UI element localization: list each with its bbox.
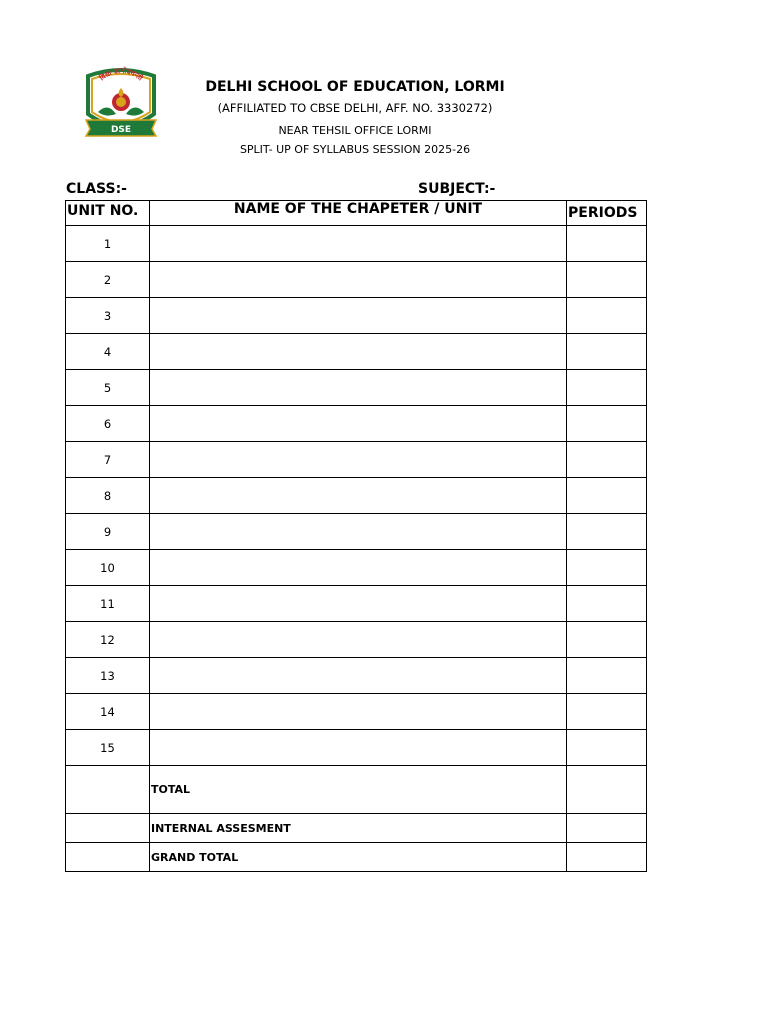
periods-cell[interactable] [567,406,647,442]
table-row [66,622,647,658]
periods-cell[interactable] [567,370,647,406]
table-row [66,550,647,586]
table-row [66,334,647,370]
internal-assessment-row-label: INTERNAL ASSESMENT [150,814,567,843]
periods-cell[interactable] [567,694,647,730]
periods-cell[interactable] [567,514,647,550]
chapter-name-cell[interactable] [150,658,567,694]
table-row [66,226,647,262]
unit-number-cell: 9 [66,514,150,550]
session-line: SPLIT- UP OF SYLLABUS SESSION 2025-26 [239,143,471,156]
chapter-name-cell[interactable] [150,334,567,370]
periods-cell[interactable] [567,262,647,298]
header-chapter-name: NAME OF THE CHAPETER / UNIT [150,201,567,226]
periods-cell[interactable] [567,442,647,478]
internal-assessment-row-periods-cell[interactable] [567,814,647,843]
table-row [66,406,647,442]
class-label: CLASS:- [66,181,127,197]
header-periods: PERIODS [567,201,647,226]
unit-number-cell: 11 [66,586,150,622]
chapter-name-cell[interactable] [150,550,567,586]
chapter-name-cell[interactable] [150,226,567,262]
syllabus-table [65,200,647,872]
chapter-name-cell[interactable] [150,262,567,298]
unit-number-cell: 12 [66,622,150,658]
logo-banner-text: DSE [110,125,132,135]
table-header-row [66,201,647,226]
periods-cell[interactable] [567,586,647,622]
periods-cell[interactable] [567,334,647,370]
school-name: DELHI SCHOOL OF EDUCATION, LORMI [205,79,505,95]
total-row-label: TOTAL [150,766,567,814]
table-row [66,478,647,514]
periods-cell[interactable] [567,658,647,694]
table-row [66,442,647,478]
logo-motto: विद्या ज्ञानोदयन्ती [98,66,144,83]
blank-unit-cell [66,843,150,872]
header-unit-no: UNIT NO. [66,201,150,226]
chapter-name-cell[interactable] [150,694,567,730]
unit-number-cell: 1 [66,226,150,262]
chapter-name-cell[interactable] [150,730,567,766]
table-row [66,730,647,766]
affiliation-line: (AFFILIATED TO CBSE DELHI, AFF. NO. 3330272) [217,101,493,115]
table-row [66,658,647,694]
chapter-name-cell[interactable] [150,442,567,478]
unit-number-cell: 10 [66,550,150,586]
table-row [66,370,647,406]
unit-number-cell: 8 [66,478,150,514]
periods-cell[interactable] [567,550,647,586]
table-row [66,298,647,334]
unit-number-cell: 6 [66,406,150,442]
chapter-name-cell[interactable] [150,478,567,514]
periods-cell[interactable] [567,730,647,766]
unit-number-cell: 3 [66,298,150,334]
chapter-name-cell[interactable] [150,406,567,442]
unit-number-cell: 5 [66,370,150,406]
total-row-periods-cell[interactable] [567,766,647,814]
total-row [66,766,647,814]
unit-number-cell: 4 [66,334,150,370]
chapter-name-cell[interactable] [150,514,567,550]
chapter-name-cell[interactable] [150,370,567,406]
periods-cell[interactable] [567,226,647,262]
unit-number-cell: 7 [66,442,150,478]
unit-number-cell: 15 [66,730,150,766]
grand-total-row-label: GRAND TOTAL [150,843,567,872]
table-row [66,694,647,730]
grand-total-row [66,843,647,872]
grand-total-row-periods-cell[interactable] [567,843,647,872]
periods-cell[interactable] [567,298,647,334]
unit-number-cell: 14 [66,694,150,730]
chapter-name-cell[interactable] [150,586,567,622]
address-line: NEAR TEHSIL OFFICE LORMI [278,124,432,137]
chapter-name-cell[interactable] [150,622,567,658]
blank-unit-cell [66,766,150,814]
school-logo [80,66,162,140]
subject-label: SUBJECT:- [418,181,496,197]
blank-unit-cell [66,814,150,843]
chapter-name-cell[interactable] [150,298,567,334]
periods-cell[interactable] [567,478,647,514]
unit-number-cell: 2 [66,262,150,298]
unit-number-cell: 13 [66,658,150,694]
table-row [66,514,647,550]
internal-assessment-row [66,814,647,843]
periods-cell[interactable] [567,622,647,658]
table-row [66,262,647,298]
table-row [66,586,647,622]
